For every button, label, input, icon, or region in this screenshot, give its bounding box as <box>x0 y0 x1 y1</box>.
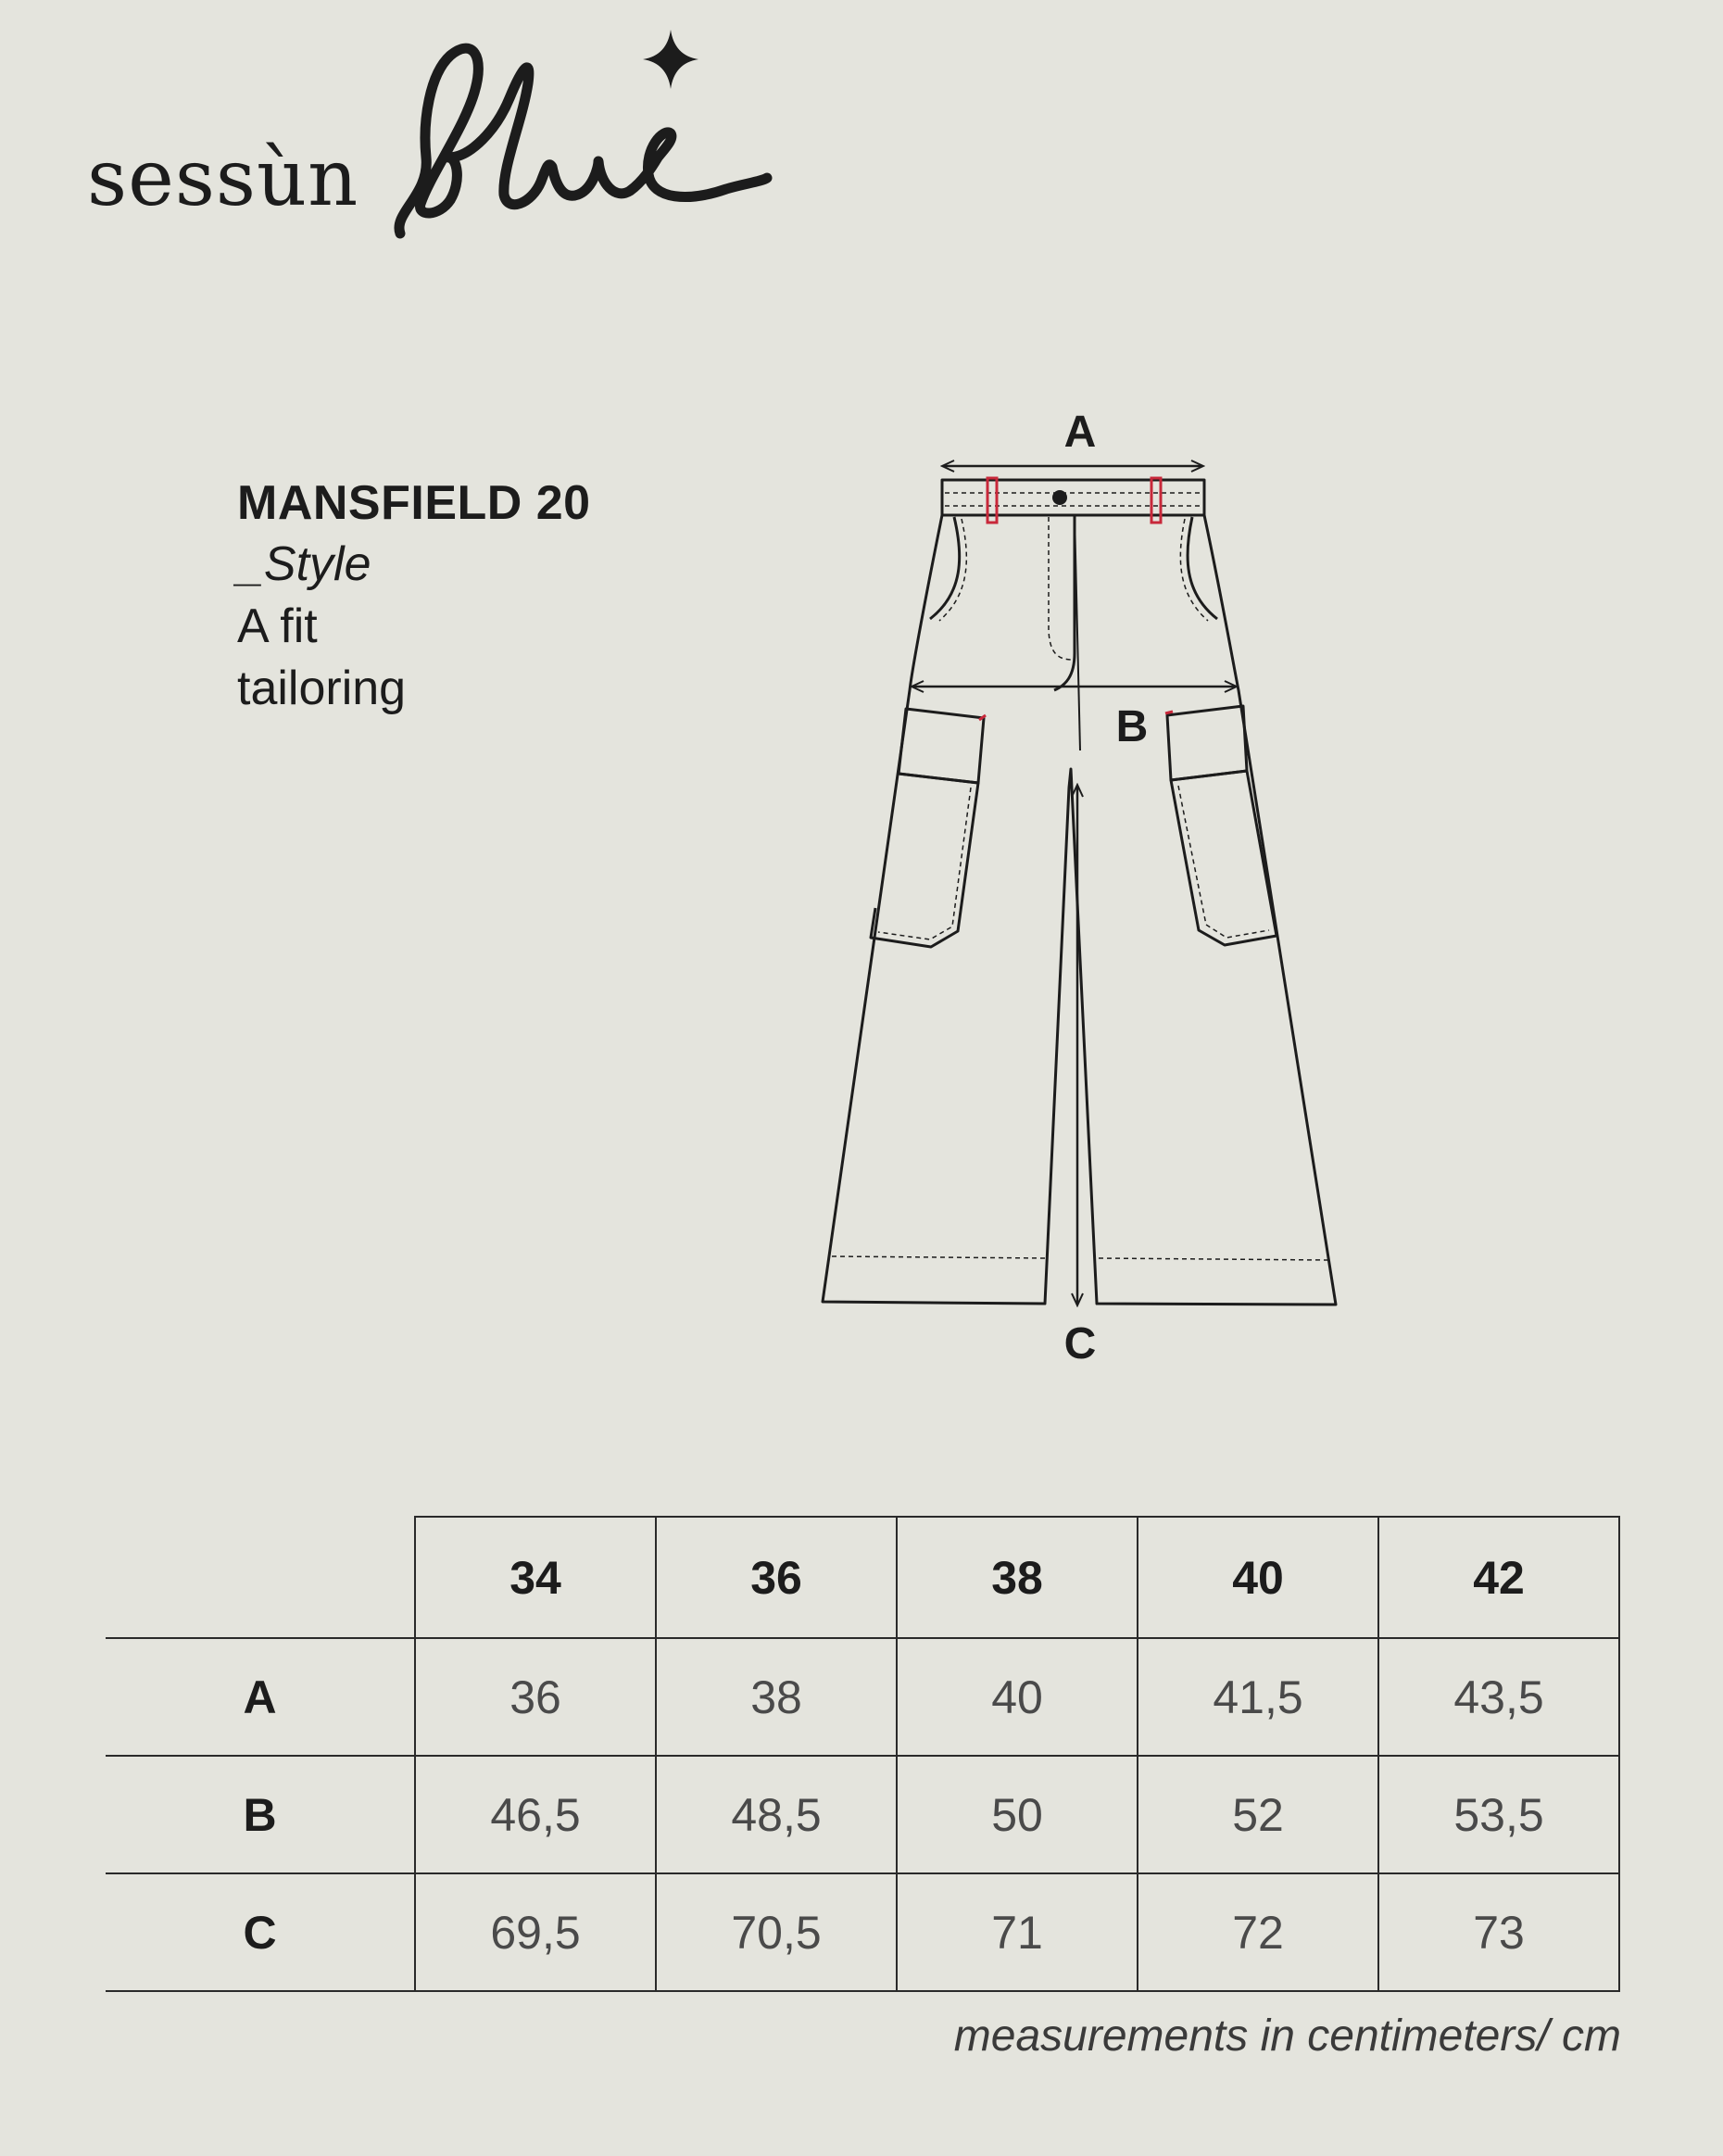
pants-technical-drawing <box>797 398 1390 1381</box>
measurement-value: 46,5 <box>415 1756 656 1873</box>
measurement-value: 73 <box>1378 1873 1619 1991</box>
dimension-label-a: A <box>1063 408 1097 457</box>
brand-logo <box>87 19 717 250</box>
measurement-value: 38 <box>656 1638 897 1756</box>
table-row <box>106 1638 1619 1756</box>
size-header: 40 <box>1138 1517 1378 1638</box>
measurement-label: B <box>106 1756 415 1873</box>
size-header: 36 <box>656 1517 897 1638</box>
product-info <box>237 473 591 720</box>
measurement-value: 48,5 <box>656 1756 897 1873</box>
measurement-value: 71 <box>897 1873 1138 1991</box>
measurement-value: 72 <box>1138 1873 1378 1991</box>
measurement-value: 70,5 <box>656 1873 897 1991</box>
units-footnote: measurements in centimeters/ cm <box>953 2011 1621 2061</box>
product-name: MANSFIELD 20 <box>237 476 591 530</box>
size-header: 34 <box>415 1517 656 1638</box>
measurement-value: 69,5 <box>415 1873 656 1991</box>
size-chart-table <box>106 1516 1620 1992</box>
size-header: 42 <box>1378 1517 1619 1638</box>
style-label: _Style <box>237 537 371 591</box>
measurement-value: 41,5 <box>1138 1638 1378 1756</box>
dimension-label-c: C <box>1063 1319 1097 1368</box>
fit-label: A fit <box>237 599 318 653</box>
size-header: 38 <box>897 1517 1138 1638</box>
measurement-label: A <box>106 1638 415 1756</box>
size-header-row <box>106 1517 1619 1638</box>
pants-drawing-icon <box>797 398 1390 1381</box>
measurement-label: C <box>106 1873 415 1991</box>
measurement-value: 52 <box>1138 1756 1378 1873</box>
dimension-label-b: B <box>1115 702 1149 751</box>
measurement-value: 50 <box>897 1756 1138 1873</box>
brand-wordmark: sessùn <box>87 132 359 223</box>
category-label: tailoring <box>237 662 407 715</box>
measurement-value: 43,5 <box>1378 1638 1619 1756</box>
measurement-value: 53,5 <box>1378 1756 1619 1873</box>
table-row <box>106 1756 1619 1873</box>
measurement-value: 36 <box>415 1638 656 1756</box>
measurement-value: 40 <box>897 1638 1138 1756</box>
blue-script-logo-icon <box>393 19 782 250</box>
table-corner <box>106 1517 415 1638</box>
table-row <box>106 1873 1619 1991</box>
